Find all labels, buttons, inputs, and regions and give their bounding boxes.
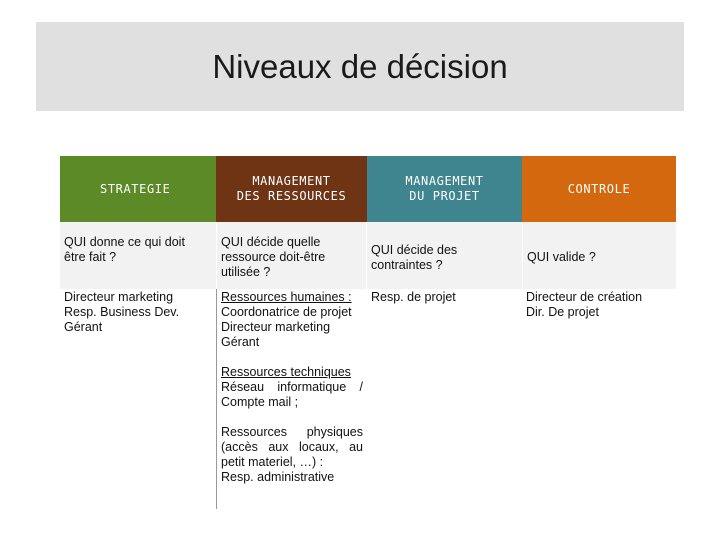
- header-management-projet: [367, 156, 522, 222]
- answer-line: Directeur marketing: [64, 290, 174, 304]
- header-management-projet-line1: MANAGEMENT: [405, 174, 484, 188]
- question-line: QUI valide ?: [527, 250, 596, 264]
- answer-line: Resp. Business Dev.: [64, 305, 180, 319]
- question-line: ressource doit-être: [221, 250, 326, 264]
- question-line: utilisée ?: [221, 265, 271, 279]
- answer-ressources: [216, 289, 367, 509]
- answer-line: Directeur de création: [526, 290, 643, 304]
- decision-table: [60, 156, 676, 509]
- question-line: QUI décide des: [371, 242, 458, 257]
- ressources-techniques-title: Ressources techniques: [221, 365, 351, 379]
- slide-title: Niveaux de décision: [212, 47, 508, 85]
- question-line: QUI donne ce qui doit: [64, 235, 185, 249]
- techniques-line1: Réseau informatique /: [221, 380, 363, 394]
- header-controle: [522, 156, 676, 222]
- question-line: être fait ?: [64, 250, 117, 264]
- answer-line: Resp. administrative: [221, 470, 335, 484]
- answer-line: Directeur marketing: [221, 320, 331, 334]
- header-management-ressources: [216, 156, 367, 222]
- physiques-line1: Ressources physiques: [221, 425, 363, 439]
- answer-line: petit materiel, …) :: [221, 455, 324, 469]
- physiques-line2: (accès aux locaux, au: [221, 440, 363, 454]
- answer-controle: [522, 289, 676, 509]
- question-strategie: [60, 222, 216, 289]
- answer-line: Coordonatrice de projet: [221, 305, 352, 319]
- answer-row: [60, 289, 676, 509]
- header-management-ressources-line2: DES RESSOURCES: [236, 189, 347, 203]
- answer-line: Gérant: [221, 335, 260, 349]
- header-strategie: [60, 156, 216, 222]
- answer-line: Gérant: [64, 320, 103, 334]
- question-line: QUI décide quelle: [221, 235, 321, 249]
- header-management-ressources-line1: MANAGEMENT: [252, 174, 331, 188]
- header-management-projet-line2: DU PROJET: [409, 189, 480, 203]
- answer-line: Resp. de projet: [371, 290, 456, 304]
- answer-strategie: [60, 289, 216, 509]
- question-row: [60, 222, 676, 289]
- title-bar: [36, 22, 684, 111]
- question-line: contraintes ?: [371, 257, 443, 272]
- answer-line: Dir. De projet: [526, 305, 599, 319]
- ressources-humaines-title: Ressources humaines :: [221, 290, 352, 304]
- answer-line: Compte mail ;: [221, 395, 299, 409]
- header-row: [60, 156, 676, 222]
- answer-projet: [367, 289, 522, 509]
- question-controle: [522, 222, 676, 289]
- question-projet: [367, 222, 522, 289]
- header-strategie-label: STRATEGIE: [100, 181, 171, 196]
- question-ressources: [216, 222, 367, 289]
- header-controle-label: CONTROLE: [567, 181, 631, 196]
